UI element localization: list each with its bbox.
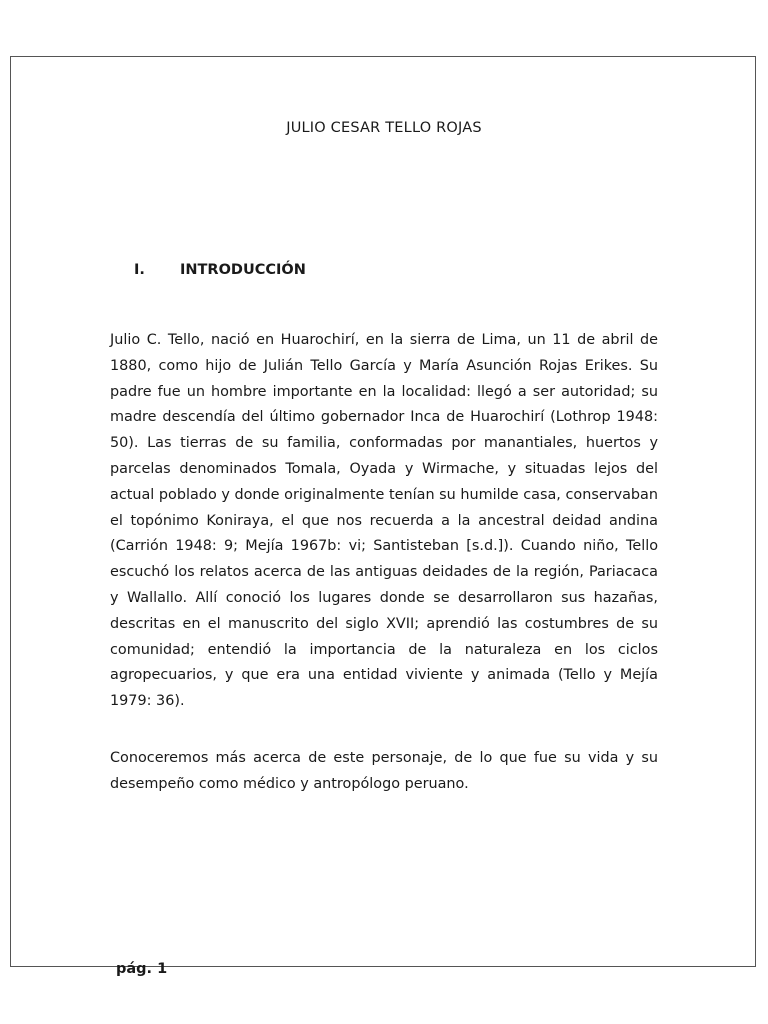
paragraph-closing: Conoceremos más acerca de este personaje, de lo que fue su vida y su desempeño como médico y antropólogo peruano. — [110, 750, 658, 792]
page-number: pág. 1 — [116, 961, 168, 977]
section-heading — [134, 262, 306, 278]
section-number: I. — [134, 262, 145, 278]
paragraph-intro: Julio C. Tello, nació en Huarochirí, en la sierra de Lima, un 11 de abril de 1880, como hijo de Julián Tello García y María Asunción Rojas Erikes. Su padre fue un hombre importante en la localidad: llegó a ser autoridad; su madre descendía del último gobernador Inca de Huarochirí (Lothrop 1948: 50). Las tierras de su familia, conformadas por manantiales, huertos y parcelas denominados Tomala, Oyada y Wirmache, y situadas lejos del actual poblado y donde originalmente tenían su humilde casa, conservaban el topónimo Koniraya, el que nos recuerda a la ancestral deidad andina (Carrión 1948: 9; Mejía 1967b: vi; Santisteban [s.d.]). Cuando niño, Tello escuchó los relatos acerca de las antiguas deidades de la región, Pariacaca y Wallallo. Allí conoció los lugares donde se desarrollaron sus hazañas, descritas en el manuscrito del siglo XVII; aprendió las costumbres de su comunidad; entendió la importancia de la naturaleza en los ciclos agropecuarios, y que era una entidad viviente y animada (Tello y Mejía 1979: 36). — [110, 332, 658, 710]
section-title: INTRODUCCIÓN — [180, 262, 306, 278]
document-title: JULIO CESAR TELLO ROJAS — [286, 120, 482, 136]
